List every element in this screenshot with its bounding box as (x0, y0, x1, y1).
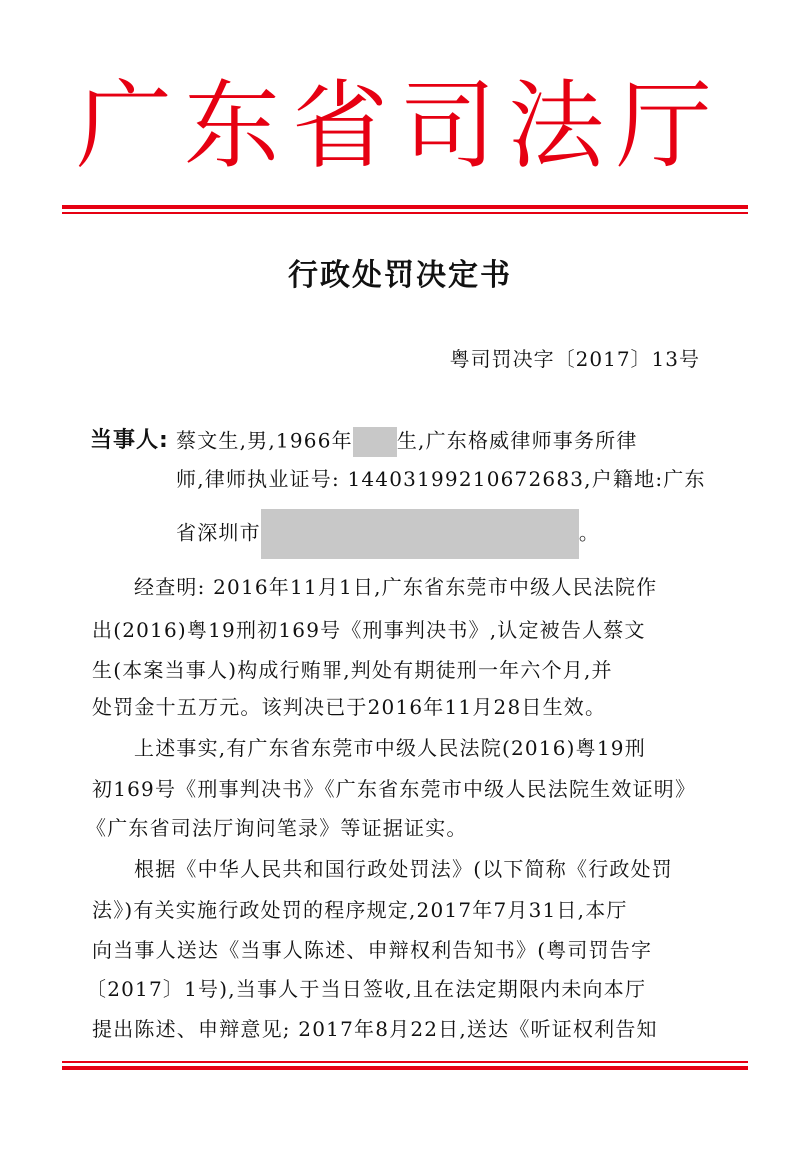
body-line-4: 处罚金十五万元。该判决已于2016年11月28日生效。 (92, 695, 607, 719)
body-line-11: 〔2017〕1号),当事人于当日签收,且在法定期限内未向本厅 (86, 977, 647, 1001)
party-line-2: 师,律师执业证号: 14403199210672683,户籍地:广东 (176, 467, 706, 491)
document-title: 行政处罚决定书 (288, 258, 512, 293)
body-line-5: 上述事实,有广东省东莞市中级人民法院(2016)粤19刑 (134, 736, 646, 760)
body-line-3: 生(本案当事人)构成行贿罪,判处有期徒刑一年六个月,并 (92, 658, 613, 682)
body-line-6: 初169号《刑事判决书》《广东省东莞市中级人民法院生效证明》 (92, 777, 697, 801)
footer-red-rule-thin (62, 1061, 748, 1063)
body-line-9: 法》)有关实施行政处罚的程序规定,2017年7月31日,本厅 (92, 898, 628, 922)
body-line-8: 根据《中华人民共和国行政处罚法》(以下简称《行政处罚 (134, 857, 674, 881)
body-line-1: 经查明: 2016年11月1日,广东省东莞市中级人民法院作 (134, 575, 658, 599)
party-label: 当事人: (90, 428, 169, 453)
header-red-rule-thick (62, 205, 748, 209)
party-line-1-end: 生,广东格威律师事务所律 (396, 428, 638, 453)
body-line-10: 向当事人送达《当事人陈述、申辩权利告知书》(粤司罚告字 (92, 938, 653, 962)
party-line-1-start: 蔡文生,男,1966年 (176, 428, 353, 453)
org-header-title: 广东省司法厅 (76, 70, 724, 182)
body-line-7: 《广东省司法厅询问笔录》等证据证实。 (86, 816, 468, 840)
body-line-12: 提出陈述、申辩意见; 2017年8月22日,送达《听证权利告知 (92, 1017, 658, 1041)
document-number: 粤司罚决字〔2017〕13号 (449, 347, 700, 371)
party-line-3 (176, 509, 600, 559)
header-red-rule-thin (62, 212, 748, 214)
party-line-3-end: 。 (578, 520, 601, 545)
footer-red-rule-thick (62, 1066, 748, 1070)
redacted-address (261, 509, 579, 559)
party-line-1 (176, 427, 638, 457)
party-line-3-start: 省深圳市 (176, 520, 261, 545)
body-line-2: 出(2016)粤19刑初169号《刑事判决书》,认定被告人蔡文 (92, 618, 646, 642)
redacted-birth-date (353, 427, 397, 457)
